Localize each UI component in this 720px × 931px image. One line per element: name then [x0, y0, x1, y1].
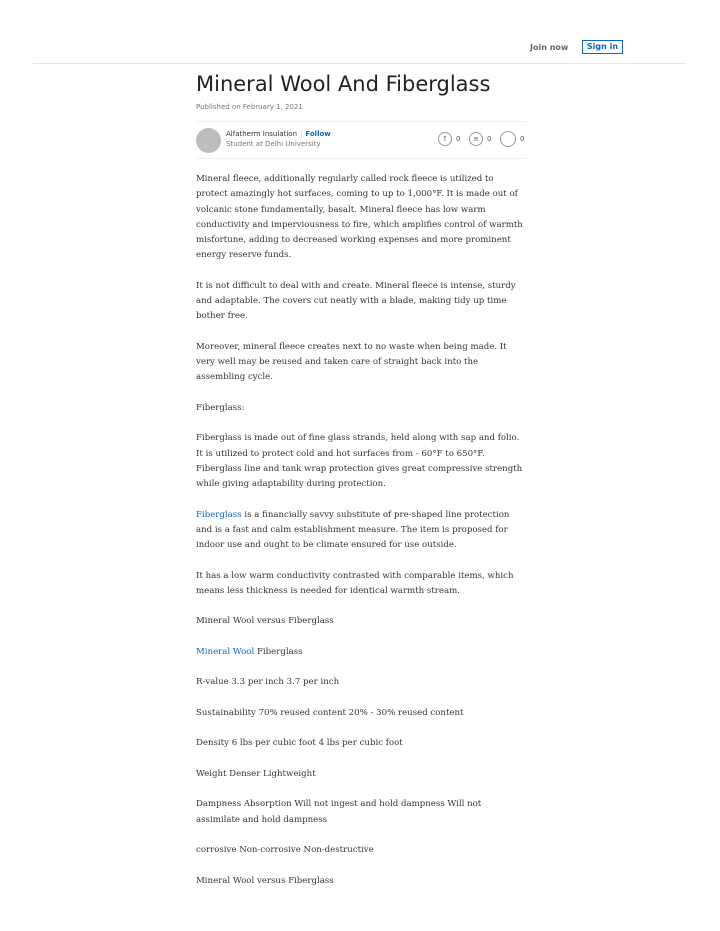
top-nav-bar — [33, 0, 686, 64]
paragraph: Mineral Wool versus Fiberglass — [196, 875, 334, 886]
author-avatar[interactable] — [196, 128, 221, 153]
like-icon[interactable]: ↑ — [438, 132, 452, 146]
follow-button[interactable]: Follow — [305, 130, 331, 138]
article-body — [196, 172, 526, 904]
share-count: 0 — [520, 135, 525, 143]
paragraph-with-link — [196, 645, 526, 660]
paragraph: Mineral Wool versus Fiberglass — [196, 616, 334, 627]
paragraph: It is not difficult to deal with and create. Mineral fleece is intense, sturdy and adaptable. The covers cut neatly with a blade, making tidy up time bother free. — [196, 280, 516, 322]
author-bar — [196, 121, 526, 159]
author-line — [226, 130, 331, 138]
comment-count: 0 — [487, 135, 492, 143]
paragraph: It has a low warm conductivity contrasted with comparable items, which means less thickness is needed for identical warmth stream. — [196, 570, 514, 596]
author-headline: Student at Delhi University — [226, 140, 321, 148]
paragraph: Mineral fleece, additionally regularly called rock fleece is utilized to protect amazingly hot surfaces, coming to up to 1,000°F. It is made out of volcanic stone fundamentally, basalt. Mineral fleece has low warm conductivity and imperviousness to fire, which amplifies control of warmth misfortune, adding to decreased working expenses and more prominent energy reserve funds. — [196, 174, 523, 261]
published-date: Published on February 1, 2021 — [196, 103, 303, 111]
author-name[interactable]: Alfatherm Insulation — [226, 130, 298, 138]
fiberglass-link[interactable]: Fiberglass — [196, 509, 242, 520]
paragraph: corrosive Non-corrosive Non-destructive — [196, 845, 374, 855]
paragraph: Dampness Absorption Will not ingest and hold dampness Will not assimilate and hold dampness — [196, 799, 482, 825]
paragraph: Density 6 lbs per cubic foot 4 lbs per cubic foot — [196, 738, 403, 749]
paragraph: Fiberglass is made out of fine glass strands, held along with sap and folio. It is utilized to protect cold and hot surfaces from - 60°F to 650°F. Fiberglass line and tank wrap protection gives great compressive strength while giving adaptability during protection. — [196, 433, 523, 489]
separator: | — [300, 130, 303, 138]
comment-icon[interactable]: ≡ — [469, 132, 483, 146]
paragraph: R-value 3.3 per inch 3.7 per inch — [196, 677, 340, 688]
like-count: 0 — [456, 135, 461, 143]
mineral-wool-link[interactable]: Mineral Wool — [196, 646, 255, 657]
paragraph: Moreover, mineral fleece creates next to no waste when being made. It very well may be reused and taken care of straight back into the assembling cycle. — [196, 341, 507, 383]
paragraph-with-link — [196, 508, 526, 554]
paragraph: Fiberglass: — [196, 402, 245, 413]
paragraph-text: Fiberglass — [256, 646, 303, 657]
article — [196, 68, 526, 886]
join-now-link[interactable]: Join now — [530, 43, 569, 52]
article-title: Mineral Wool And Fiberglass — [196, 72, 491, 96]
paragraph-text: is a financially savvy substitute of pre-shaped line protection and is a fast and calm establishment measure. The item is proposed for indoor use and ought to be climate ensured for use outside. — [196, 509, 510, 550]
share-icon[interactable] — [500, 131, 516, 147]
paragraph: Weight Denser Lightweight — [196, 768, 316, 779]
paragraph: Sustainability 70% reused content 20% - 30% reused content — [196, 707, 464, 718]
sign-in-button[interactable]: Sign in — [582, 40, 623, 54]
